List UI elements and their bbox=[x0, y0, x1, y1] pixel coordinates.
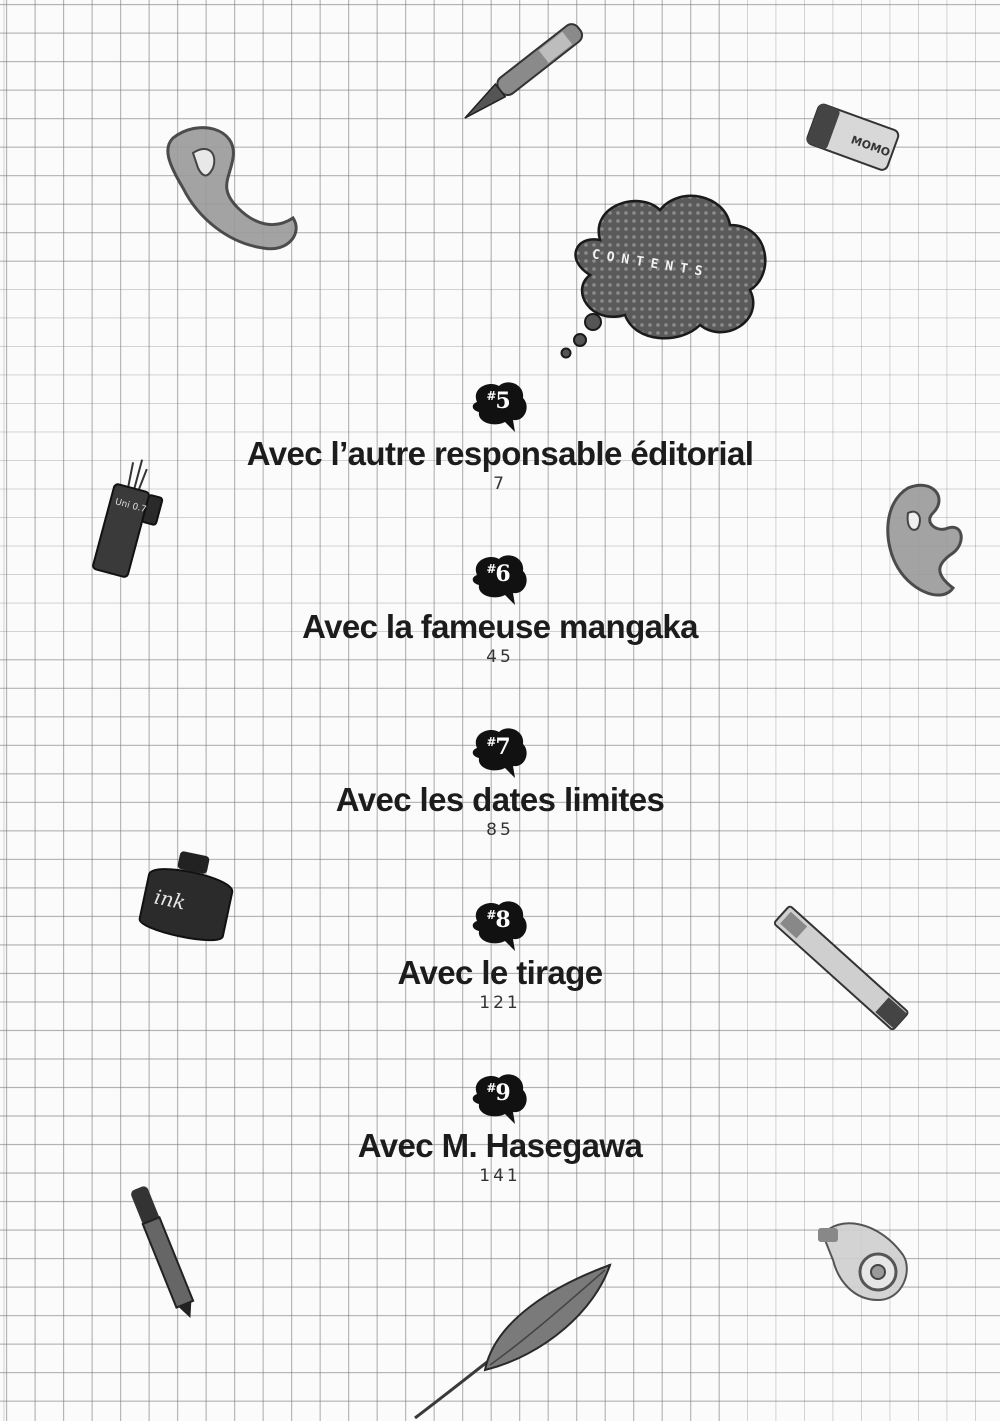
chapter-number: 7 bbox=[495, 734, 510, 760]
chapter-entry[interactable] bbox=[0, 1072, 1000, 1186]
contents-cloud-icon bbox=[550, 185, 780, 365]
chapter-number: 5 bbox=[495, 388, 510, 414]
chapter-entry[interactable] bbox=[0, 380, 1000, 494]
felt-pen-icon bbox=[122, 1178, 207, 1323]
eraser-icon bbox=[800, 96, 905, 181]
tape-dispenser-icon bbox=[808, 1210, 918, 1310]
chapter-title: Avec les dates limites bbox=[335, 781, 665, 818]
leaf-icon bbox=[405, 1260, 620, 1421]
svg-text:ink: ink bbox=[152, 884, 188, 915]
chapter-entry[interactable] bbox=[0, 726, 1000, 840]
chapter-page-number: 141 bbox=[479, 1166, 521, 1186]
chapter-title: Avec le tirage bbox=[397, 954, 603, 991]
chapter-number: 6 bbox=[495, 561, 510, 587]
contents-heading: CONTENTS bbox=[590, 247, 711, 281]
chapter-page-number: 7 bbox=[493, 474, 507, 494]
chapter-title: Avec M. Hasegawa bbox=[357, 1127, 643, 1164]
chapter-page-number: 121 bbox=[479, 993, 521, 1013]
chapter-entry[interactable] bbox=[0, 553, 1000, 667]
fountain-pen-icon bbox=[455, 5, 585, 145]
chapter-number-badge: #7 bbox=[469, 726, 531, 780]
chapter-entry[interactable] bbox=[0, 899, 1000, 1013]
chapter-title: Avec l’autre responsable éditorial bbox=[246, 435, 754, 472]
chapter-page-number: 45 bbox=[486, 647, 514, 667]
chapter-number-badge: #5 bbox=[469, 380, 531, 434]
chapter-number: 9 bbox=[495, 1080, 510, 1106]
chapter-title: Avec la fameuse mangaka bbox=[302, 608, 698, 645]
chapter-number-badge: #6 bbox=[469, 553, 531, 607]
french-curve-icon bbox=[158, 118, 308, 263]
svg-text:MOMO: MOMO bbox=[849, 133, 892, 160]
svg-text:Uni 0.7: Uni 0.7 bbox=[113, 497, 148, 516]
chapter-number-badge: #8 bbox=[469, 899, 531, 953]
chapter-number: 8 bbox=[495, 907, 510, 933]
chapter-page-number: 85 bbox=[486, 820, 514, 840]
chapter-number-badge: #9 bbox=[469, 1072, 531, 1126]
